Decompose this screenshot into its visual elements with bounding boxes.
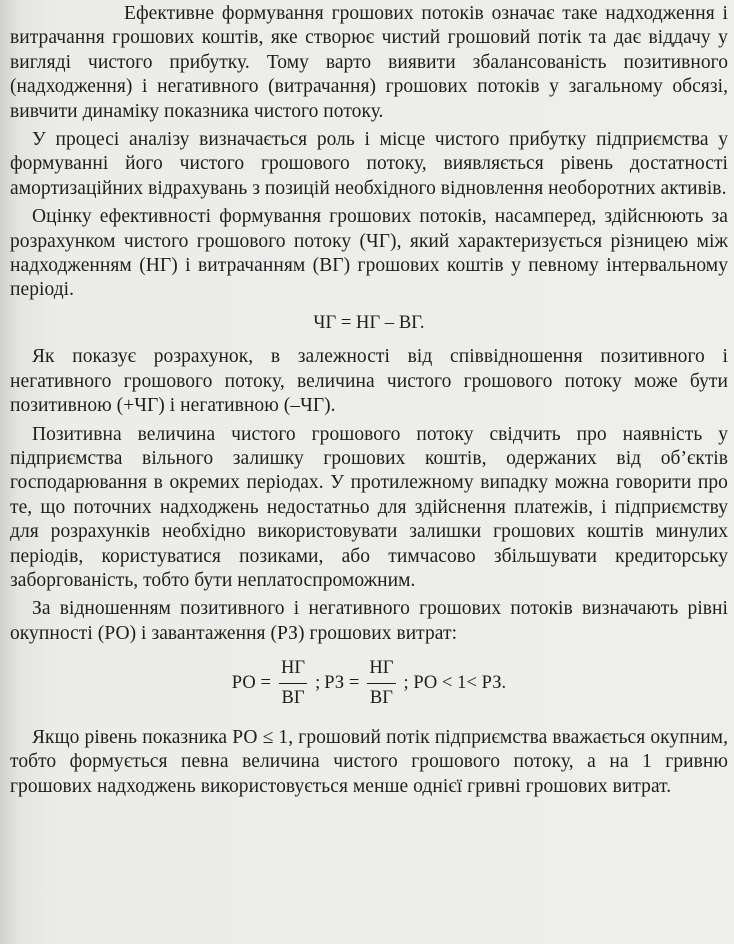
paragraph-payback-condition: Якщо рівень показника РО ≤ 1, грошовий потік підприємства вважається окупним, тобто формується певна величина чистого грошового потоку, а на 1 гривню грошових надходжень використовується менше однієї гривні грошових витрат.: [10, 726, 728, 797]
paragraph-payback-levels: За відношенням позитивного і негативного грошових потоків визначають рівні окупності (РО) і завантаження (РЗ) грошових витрат:: [10, 598, 728, 644]
paragraph-net-flow-evaluation: Оцінку ефективності формування грошових потоків, насамперед, здійснюють за розрахунком чистого грошового потоку (ЧГ), який характеризується різницею між надходженням (НГ) і витрачанням (ВГ) грошових коштів у певному інтервальному періоді.: [10, 206, 728, 301]
paragraph-effective-formation: Ефективне формування грошових потоків означає таке надходження і витрачання грошових коштів, яке створює чистий грошовий потік та дає віддачу у вигляді чистого прибутку. Тому варто виявити збалансованість позитивного (надходження) і негативного (витрачання) грошових потоків у загальному обсязі, вивчити динаміку показника чистого потоку.: [10, 3, 728, 122]
paragraph-positive-value: Позитивна величина чистого грошового потоку свідчить про наявність у підприємства вільного залишку грошових коштів, одержаних від об’єктів господарювання в окремих періодах. У протилежному випадку можна говорити про те, що поточних надходжень недостатньо для здійснення платежів, і підприємству для розрахунків необхідно використовувати залишки грошових коштів минулих періодів, користуватися позиками, або тимчасово збільшувати кредиторську заборгованість, тобто бути неплатоспроможним.: [10, 423, 728, 591]
fraction-rz-numerator: НГ: [367, 656, 395, 683]
formula-rz-label: РЗ =: [324, 672, 360, 693]
fraction-rz: [367, 656, 395, 710]
formula-ro-label: РО =: [231, 672, 271, 693]
formula-net-cash-flow: ЧГ = НГ – ВГ.: [313, 312, 425, 333]
fraction-ro-denominator: ВГ: [281, 687, 305, 708]
paragraph-calculation-shows: Як показує розрахунок, в залежності від співвідношення позитивного і негативного грошового потоку, величина чистого грошового потоку може бути позитивною (+ЧГ) і негативною (–ЧГ).: [10, 346, 728, 417]
formula-separator: ;: [315, 672, 321, 693]
formula-inequality: ; РО < 1< РЗ.: [403, 672, 507, 693]
paragraph-analysis-process: У процесі аналізу визначається роль і місце чистого прибутку підприємства у формуванні його чистого грошового потоку, виявляється рівень достатності амортизаційних відрахувань з позицій необхідного відновлення необоротних активів.: [10, 129, 728, 199]
fraction-ro: [279, 656, 307, 710]
fraction-ro-numerator: НГ: [279, 656, 307, 683]
document-body: [10, 2, 728, 803]
fraction-rz-denominator: ВГ: [369, 687, 393, 708]
formula-payback-load: [10, 656, 728, 710]
